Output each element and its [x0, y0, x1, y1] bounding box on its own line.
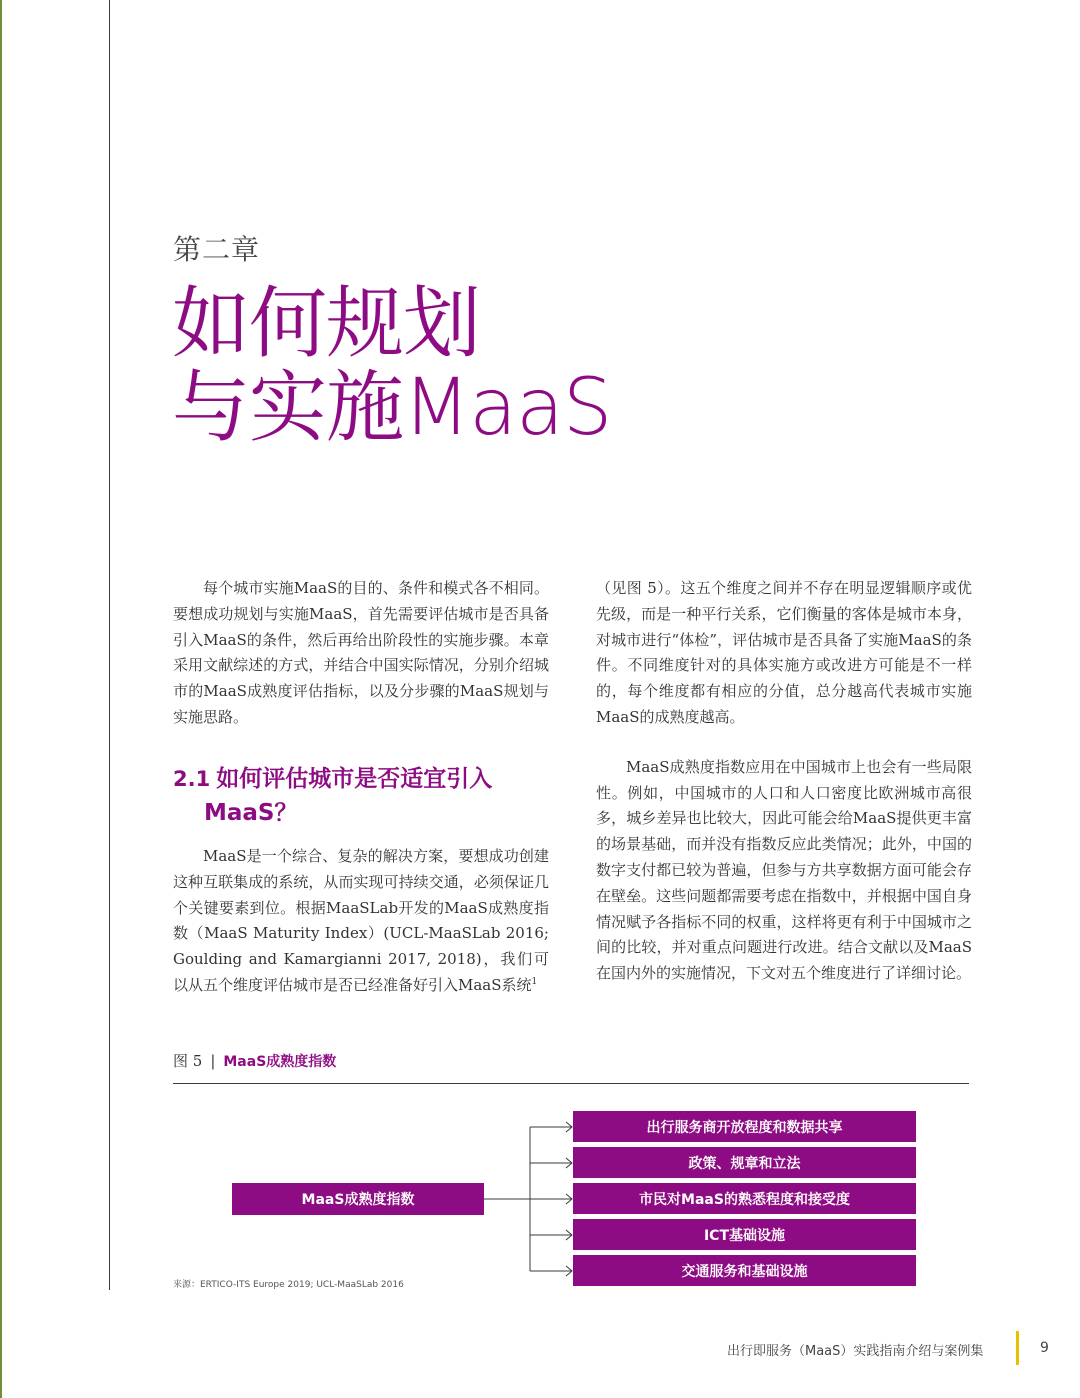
intro-paragraph: 每个城市实施MaaS的目的、条件和模式各不相同。要想成功规划与实施MaaS，首先需要评估城市是否具备引入MaaS的条件，然后再给出阶段性的实施步骤。本章采用文献综述的方式，并结合中国实际情况，分别介绍城市的MaaS成熟度评估指标，以及分步骤的MaaS规划与实施思路。	[173, 579, 549, 726]
figure-caption	[173, 1050, 336, 1071]
right-column	[596, 576, 972, 987]
section-title-line1: 如何评估城市是否适宜引入	[216, 766, 493, 792]
section-heading	[173, 762, 492, 830]
right-paragraph-2: MaaS成熟度指数应用在中国城市上也会有一些局限性。例如，中国城市的人口和人口密度比欧洲城市高很多，城乡差异也比较大，因此可能会给MaaS提供更丰富的场景基础，而并没有指数反应此类情况；此外，中国的数字支付都已较为普遍，但参与方共享数据方面可能会存在壁垒。这些问题都需要考虑在指数中，并根据中国自身情况赋予各指标不同的权重，这样将更有利于中国城市之间的比较，并对重点问题进行改进。结合文献以及MaaS在国内外的实施情况，下文对五个维度进行了详细讨论。	[596, 757, 972, 983]
section-title-line2: MaaS？	[204, 800, 298, 826]
arrow-head-3	[566, 1194, 572, 1204]
dimension-box-3: 市民对MaaS的熟悉程度和接受度	[573, 1183, 916, 1214]
figure-separator: |	[210, 1052, 216, 1070]
footnote-mark[interactable]: 1	[531, 976, 538, 987]
section-paragraph	[173, 844, 549, 999]
section-column	[173, 844, 549, 999]
chapter-title	[172, 279, 612, 453]
dimension-box-1: 出行服务商开放程度和数据共享	[573, 1111, 916, 1142]
dimension-box-2: 政策、规章和立法	[573, 1147, 916, 1178]
chapter-title-line1: 如何规划	[172, 279, 481, 369]
chapter-title-line2: 与实施MaaS	[172, 363, 612, 453]
figure-source-note: 来源：ERTICO-ITS Europe 2019; UCL-MaaSLab 2016	[173, 1280, 404, 1290]
page-number: 9	[1040, 1340, 1049, 1356]
maturity-index-box: MaaS成熟度指数	[232, 1183, 484, 1215]
figure-label: 图 5	[173, 1052, 203, 1070]
arrow-head-2	[566, 1158, 572, 1168]
margin-rule	[109, 0, 110, 1290]
intro-column	[173, 576, 549, 731]
figure-rule	[173, 1083, 969, 1084]
arrow-head-1	[566, 1122, 572, 1132]
section-paragraph-text: MaaS是一个综合、复杂的解决方案，要想成功创建这种互联集成的系统，从而实现可持续交通，必须保证几个关键要素到位。根据MaaSLab开发的MaaS成熟度指数（MaaS Maturity Index）(UCL-MaaSLab 2016; Goulding and Kamargianni 2017, 2018)，我们可以从五个维度评估城市是否已经准备好引入MaaS系统	[173, 847, 549, 994]
dimension-box-5: 交通服务和基础设施	[573, 1255, 916, 1286]
right-paragraph-1: （见图 5）。这五个维度之间并不存在明显逻辑顺序或优先级，而是一种平行关系，它们衡量的客体是城市本身，对城市进行“体检”，评估城市是否具备了实施MaaS的条件。不同维度针对的具体实施方或改进方可能是不一样的，每个维度都有相应的分值，总分越高代表城市实施MaaS的成熟度越高。	[596, 579, 972, 726]
left-edge-strip	[0, 0, 2, 1398]
section-number: 2.1	[173, 767, 211, 791]
chapter-label: 第二章	[173, 233, 261, 266]
arrow-head-5	[566, 1266, 572, 1276]
figure-title: MaaS成熟度指数	[223, 1054, 337, 1070]
arrow-head-4	[566, 1230, 572, 1240]
footer-accent-bar	[1016, 1331, 1019, 1365]
footer-publication-title: 出行即服务（MaaS）实践指南介绍与案例集	[727, 1344, 984, 1359]
dimension-box-4: ICT基础设施	[573, 1219, 916, 1250]
